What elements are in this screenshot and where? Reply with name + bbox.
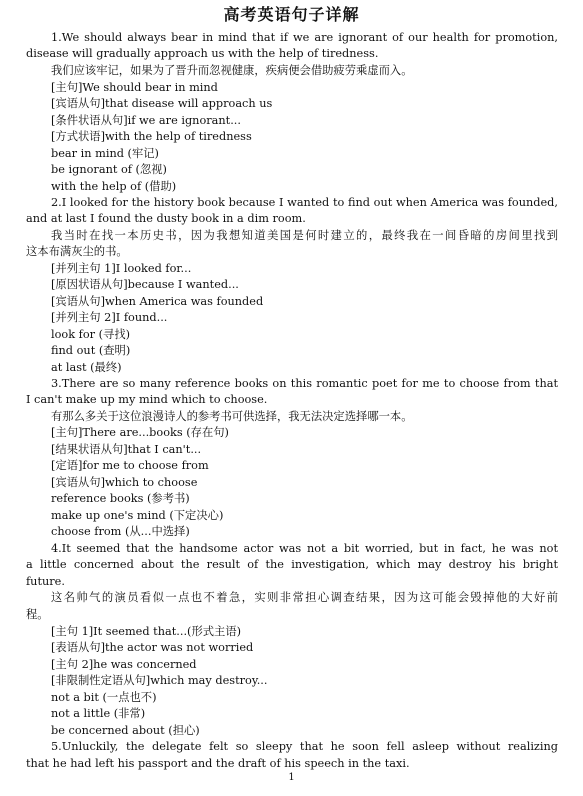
text-line: [主句 1]It seemed that...(形式主语) [51, 625, 242, 638]
page-number: 1 [288, 772, 295, 783]
text-line: not a bit (一点也不) [51, 691, 157, 704]
text-line: 我当时在找一本历史书，因为我想知道美国是何时建立的，最终我在一间昏暗的房间里找到 [51, 229, 558, 242]
text-line: bear in mind (牢记) [51, 147, 159, 160]
text-line: reference books (参考书) [51, 492, 190, 505]
text-line: I can't make up my mind which to choose. [26, 393, 268, 406]
text-line: 这名帅气的演员看似一点也不着急，实则非常担心调查结果，因为这可能会毁掉他的大好前 [51, 591, 558, 604]
text-line: [主句 2]he was concerned [51, 658, 197, 671]
text-line: choose from (从...中选择) [51, 525, 190, 538]
text-line: 2.I looked for the history book because I wanted to find out when America was founded, [51, 196, 558, 209]
text-line: at last (最终) [51, 361, 122, 374]
text-line: [方式状语]with the help of tiredness [51, 130, 252, 143]
text-line: be concerned about (担心) [51, 724, 200, 737]
text-line: 4.It seemed that the handsome actor was not a bit worried, but in fact, he was not [51, 542, 558, 555]
text-line: [原因状语从句]because I wanted... [51, 278, 239, 291]
text-line: 3.There are so many reference books on this romantic poet for me to choose from that [51, 377, 558, 390]
text-line: [宾语从句]which to choose [51, 476, 198, 489]
text-line: be ignorant of (忽视) [51, 163, 167, 176]
text-line: future. [26, 575, 65, 588]
text-line: [主句]There are...books (存在句) [51, 426, 229, 439]
text-line: 我们应该牢记，如果为了晋升而忽视健康，疾病便会借助疲劳乘虚而入。 [51, 64, 413, 77]
text-line: [条件状语从句]if we are ignorant... [51, 114, 241, 127]
text-line: that he had left his passport and the draft of his speech in the taxi. [26, 757, 410, 770]
text-line: 这本布满灰尘的书。 [26, 245, 128, 258]
text-line: find out (查明) [51, 344, 131, 357]
text-line: [宾语从句]when America was founded [51, 295, 264, 308]
text-line: 有那么多关于这位浪漫诗人的参考书可供选择，我无法决定选择哪一本。 [51, 410, 413, 423]
text-line: [主句]We should bear in mind [51, 81, 218, 94]
text-line: with the help of (借助) [51, 180, 177, 193]
text-line: disease will gradually approach us with the help of tiredness. [26, 47, 379, 60]
text-line: [宾语从句]that disease will approach us [51, 97, 273, 110]
text-line: 1.We should always bear in mind that if we are ignorant of our health for promotion, [51, 31, 558, 44]
text-line: look for (寻找) [51, 328, 131, 341]
text-line: [非限制性定语从句]which may destroy... [51, 674, 268, 687]
text-line: make up one's mind (下定决心) [51, 509, 224, 522]
document-title: 高考英语句子详解 [223, 5, 360, 24]
text-line: [并列主句 1]I looked for... [51, 262, 192, 275]
text-line: 5.Unluckily, the delegate felt so sleepy that he soon fell asleep without realizing [51, 740, 558, 753]
text-line: [定语]for me to choose from [51, 459, 209, 472]
text-line: not a little (非常) [51, 707, 146, 720]
text-line: [表语从句]the actor was not worried [51, 641, 254, 654]
text-line: [并列主句 2]I found... [51, 311, 168, 324]
text-line: [结果状语从句]that I can't... [51, 443, 202, 456]
text-line: and at last I found the dusty book in a dim room. [26, 212, 306, 225]
text-line: a little concerned about the result of the investigation, which may destroy his bright [26, 558, 558, 571]
text-line: 程。 [26, 608, 49, 621]
